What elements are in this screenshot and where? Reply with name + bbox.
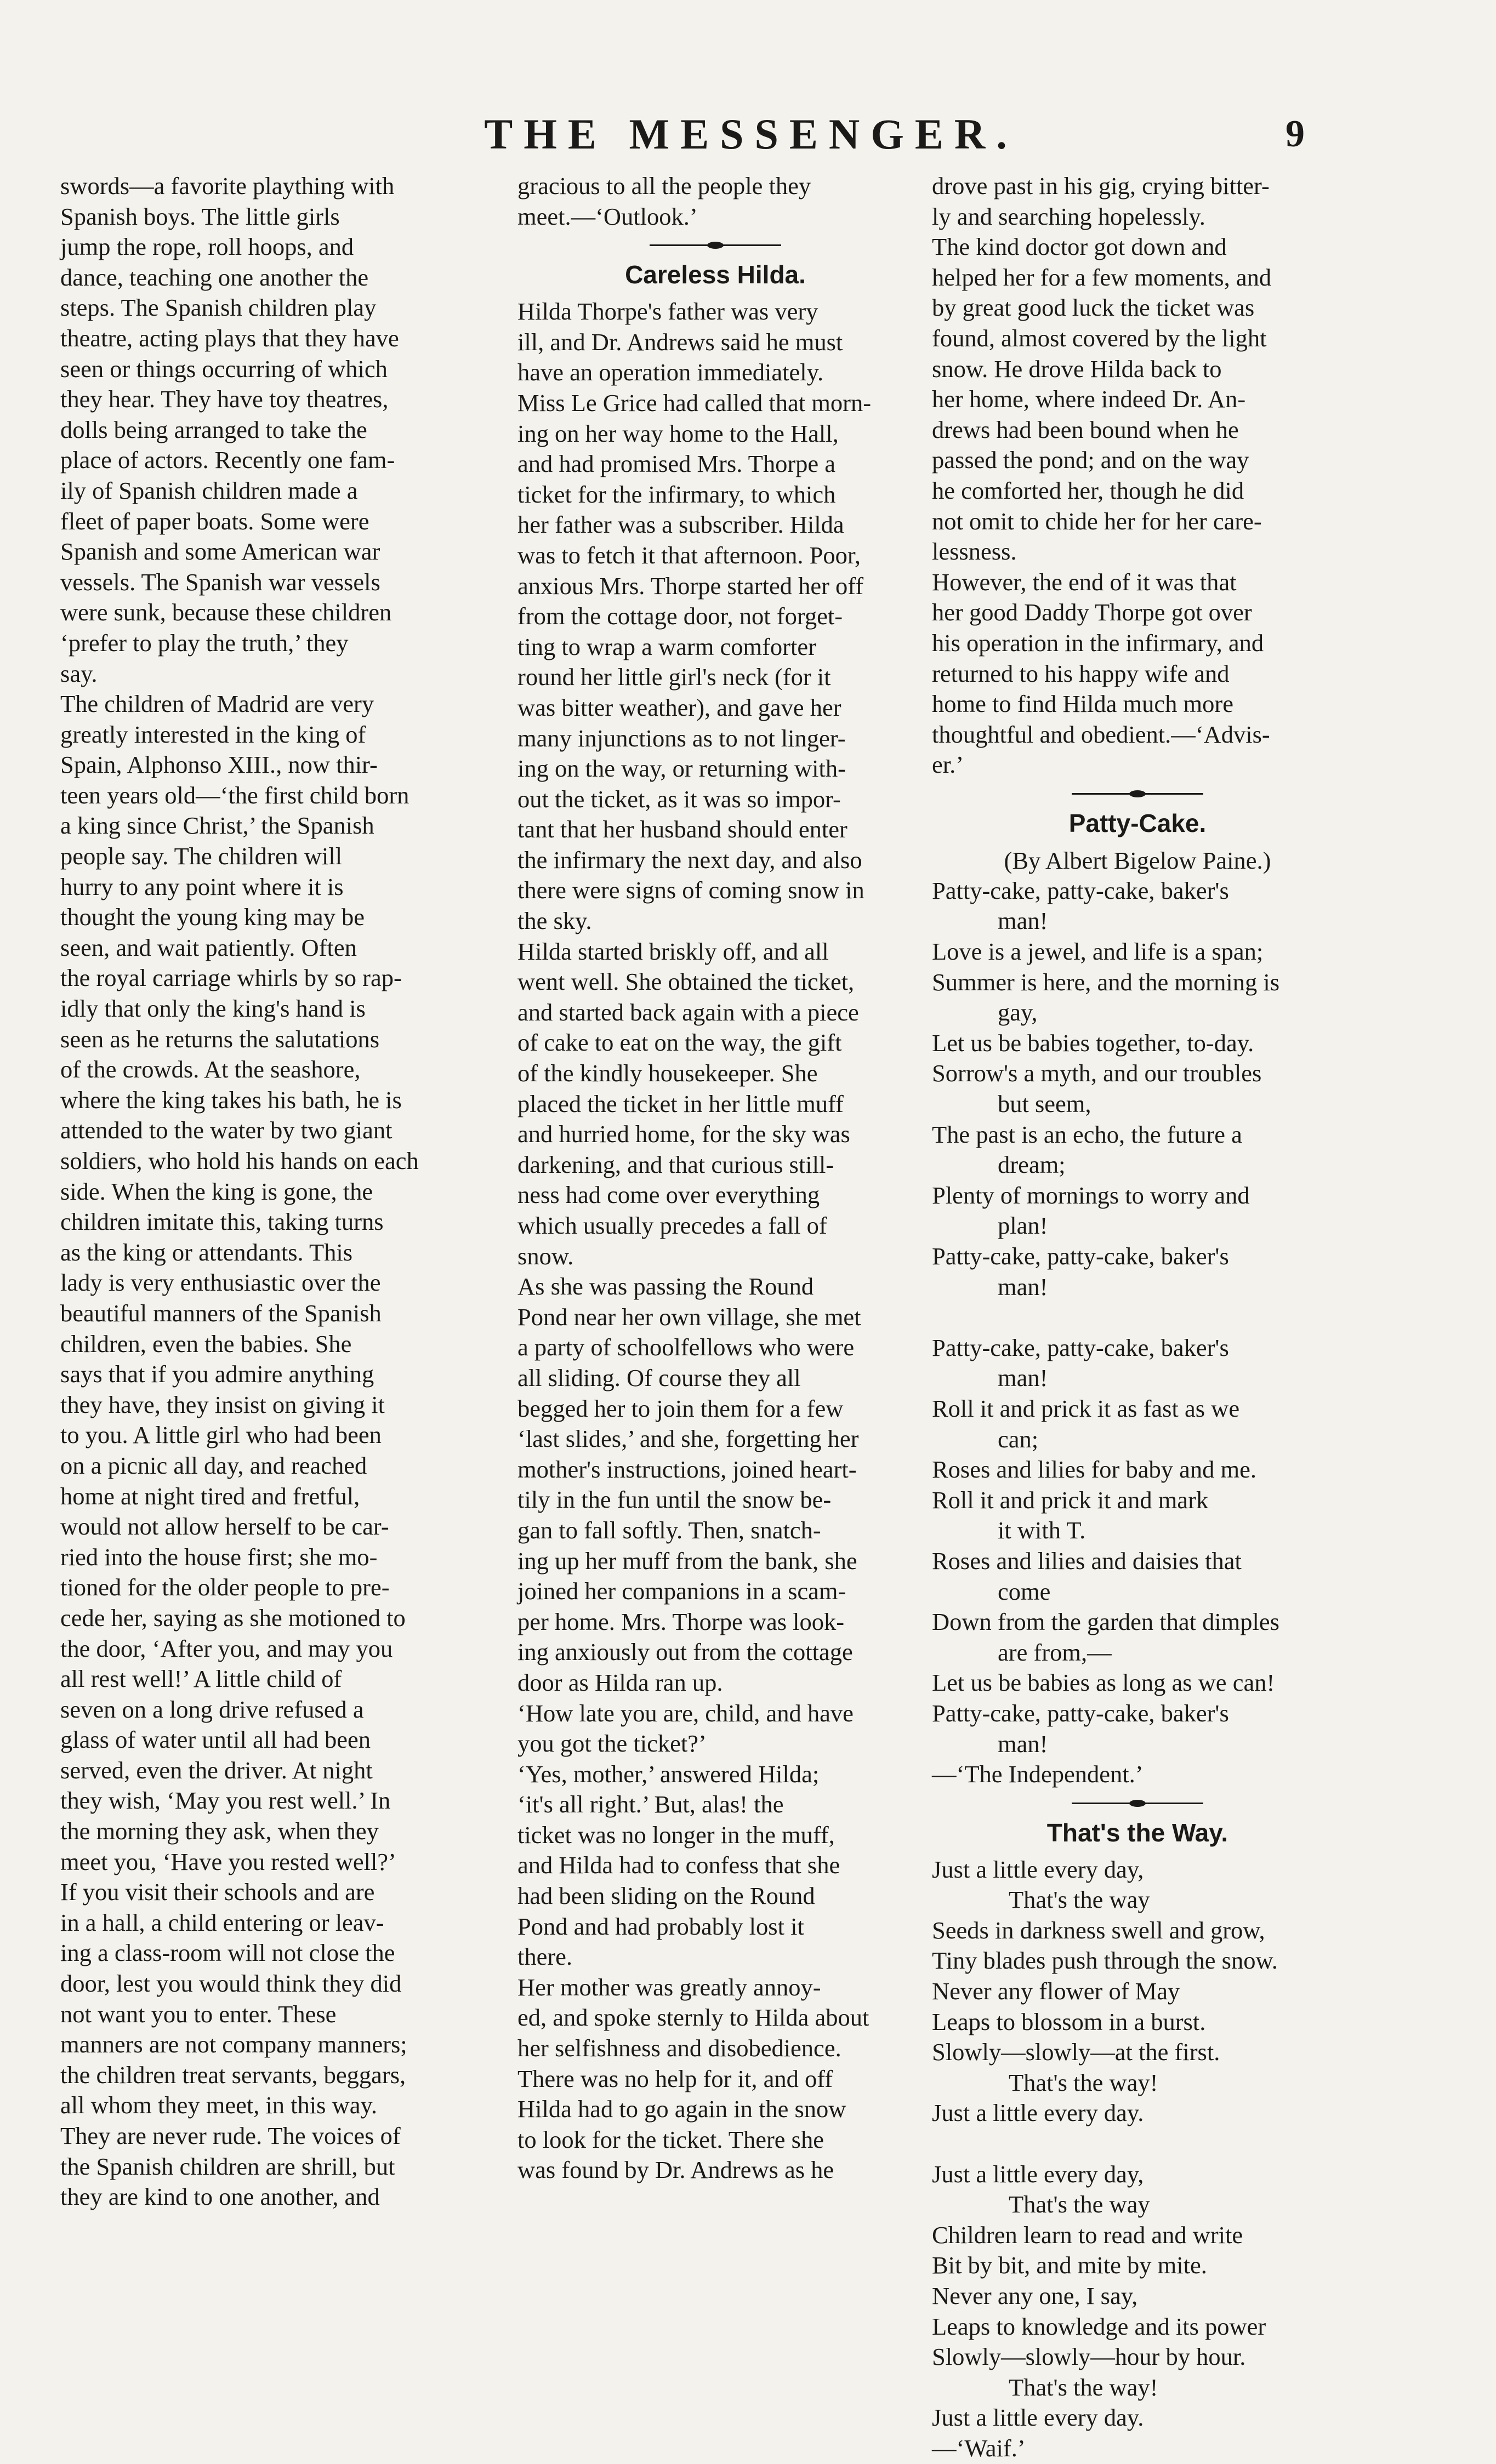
text-line: ticket was no longer in the muff, [517, 1821, 835, 1849]
text-line: Hilda had to go again in the snow [517, 2095, 846, 2123]
text-line: round her little girl's neck (for it [517, 663, 831, 691]
text-line: Hilda started briskly off, and all [517, 937, 829, 965]
text-line: would not allow herself to be car- [60, 1513, 389, 1541]
poem-line: man! [998, 907, 1048, 935]
text-line: ill, and Dr. Andrews said he must [517, 328, 843, 356]
text-line: snow. He drove Hilda back to [932, 355, 1222, 383]
text-line: door as Hilda ran up. [517, 1668, 723, 1696]
poem-line: Just a little every day, [932, 1855, 1144, 1883]
paragraph [517, 1972, 913, 2186]
poem-line: can; [998, 1425, 1039, 1453]
paragraph [932, 567, 1343, 780]
text-line: her home, where indeed Dr. An- [932, 385, 1246, 413]
column-3 [932, 171, 1343, 2464]
poem-line: Just a little every day, [932, 2160, 1144, 2188]
poem-line: Sorrow's a myth, and our troubles [932, 1059, 1262, 1087]
poem-line: Patty-cake, patty-cake, baker's [932, 876, 1229, 904]
text-line: meet.—‘Outlook.’ [517, 202, 698, 230]
text-line: drews had been bound when he [932, 415, 1239, 443]
text-line: Spanish and some American war [60, 538, 380, 566]
text-line: ly and searching hopelessly. [932, 202, 1205, 230]
text-line: cede her, saying as she motioned to [60, 1604, 406, 1632]
text-line: anxious Mrs. Thorpe started her off [517, 572, 864, 600]
text-line: beautiful manners of the Spanish [60, 1299, 382, 1327]
text-line: was found by Dr. Andrews as he [517, 2156, 834, 2184]
poem-line: That's the way [1009, 2191, 1150, 2218]
text-line: tant that her husband should enter [517, 815, 847, 843]
paragraph [517, 1271, 913, 1698]
poem-line: Slowly—slowly—hour by hour. [932, 2343, 1246, 2371]
text-line: was bitter weather), and gave her [517, 693, 841, 721]
text-line: snow. [517, 1242, 574, 1270]
poem-line: are from,— [998, 1638, 1112, 1666]
text-line: not omit to chide her for her care- [932, 507, 1262, 535]
text-line: home at night tired and fretful, [60, 1482, 360, 1510]
text-line: per home. Mrs. Thorpe was look- [517, 1607, 845, 1635]
text-line: of cake to eat on the way, the gift [517, 1029, 842, 1057]
text-line: there. [517, 1943, 573, 1971]
text-line: Hilda Thorpe's father was very [517, 298, 818, 326]
text-line: they hear. They have toy theatres, [60, 385, 389, 413]
text-line: his operation in the infirmary, and [932, 629, 1264, 657]
text-line: dance, teaching one another the [60, 263, 369, 291]
text-line: There was no help for it, and off [517, 2064, 833, 2092]
text-line: gan to fall softly. Then, snatch- [517, 1516, 821, 1544]
poem-line: dream; [998, 1151, 1066, 1179]
text-line: they are kind to one another, and [60, 2183, 380, 2211]
poem-line: Let us be babies together, to-day. [932, 1029, 1254, 1057]
poem-line: Slowly—slowly—at the first. [932, 2038, 1220, 2066]
poem-line: Just a little every day. [932, 2099, 1144, 2127]
text-line: by great good luck the ticket was [932, 294, 1255, 322]
text-line: her selfishness and disobedience. [517, 2034, 841, 2062]
text-line: ‘it's all right.’ But, alas! the [517, 1790, 784, 1818]
text-line: greatly interested in the king of [60, 720, 366, 748]
text-line: the royal carriage whirls by so rap- [60, 964, 402, 992]
text-line: passed the pond; and on the way [932, 446, 1249, 474]
text-line: However, the end of it was that [932, 568, 1237, 596]
publication-title: THE MESSENGER. [484, 110, 1018, 158]
poem-line: The past is an echo, the future a [932, 1120, 1242, 1148]
text-line: steps. The Spanish children play [60, 294, 377, 322]
poem-title: Patty-Cake. [1068, 808, 1207, 837]
text-line: the sky. [517, 907, 592, 935]
text-line: not want you to enter. These [60, 2000, 337, 2028]
text-line: tioned for the older people to pre- [60, 1573, 390, 1601]
poem-line: come [998, 1577, 1051, 1605]
text-line: meet you, ‘Have you rested well?’ [60, 1847, 396, 1875]
text-line: and had promised Mrs. Thorpe a [517, 450, 836, 478]
text-line: to look for the ticket. There she [517, 2125, 824, 2153]
text-line: begged her to join them for a few [517, 1394, 844, 1422]
poem-attribution: —‘The Independent.’ [932, 1760, 1144, 1788]
text-line: soldiers, who hold his hands on each [60, 1147, 419, 1174]
text-line: served, even the driver. At night [60, 1756, 373, 1784]
text-line: people say. The children will [60, 842, 343, 870]
page-number: 9 [1285, 113, 1305, 155]
poem-line: Patty-cake, patty-cake, baker's [932, 1333, 1229, 1361]
text-line: lady is very enthusiastic over the [60, 1269, 381, 1297]
poem-line: Summer is here, and the morning is [932, 968, 1280, 996]
paragraph [517, 937, 913, 1272]
paragraph [60, 689, 478, 2212]
text-line: the children treat servants, beggars, [60, 2061, 406, 2089]
poem-title: That's the Way. [1046, 1818, 1228, 1847]
paragraph [932, 232, 1343, 567]
text-line: gracious to all the people they [517, 172, 811, 199]
text-line: The children of Madrid are very [60, 690, 374, 718]
text-line: manners are not company manners; [60, 2030, 407, 2058]
text-line: her father was a subscriber. Hilda [517, 511, 844, 539]
text-line: er.’ [932, 751, 964, 779]
text-line: ried into the house first; she mo- [60, 1543, 378, 1571]
text-line: helped her for a few moments, and [932, 263, 1272, 291]
text-line: Spain, Alphonso XIII., now thir- [60, 751, 378, 779]
text-line: ‘Yes, mother,’ answered Hilda; [517, 1760, 820, 1788]
text-line: says that if you admire anything [60, 1360, 374, 1388]
text-line: placed the ticket in her little muff [517, 1090, 844, 1117]
poem-line: Leaps to knowledge and its power [932, 2312, 1266, 2340]
text-line: hurry to any point where it is [60, 872, 344, 900]
text-line: seven on a long drive refused a [60, 1695, 364, 1723]
text-line: he comforted her, though he did [932, 476, 1244, 504]
text-line: a party of schoolfellows who were [517, 1333, 855, 1361]
poem-line: Love is a jewel, and life is a span; [932, 938, 1264, 966]
text-line: attended to the water by two giant [60, 1116, 393, 1144]
column-1 [60, 171, 478, 2212]
text-line: the infirmary the next day, and also [517, 846, 862, 874]
text-line: of the kindly housekeeper. She [517, 1059, 818, 1087]
text-line: ed, and spoke sternly to Hilda about [517, 2004, 869, 2032]
text-line: If you visit their schools and are [60, 1878, 375, 1906]
text-line: swords—a favorite plaything with [60, 172, 395, 199]
text-line: place of actors. Recently one fam- [60, 446, 395, 474]
section-divider [650, 237, 781, 253]
text-line: was to fetch it that afternoon. Poor, [517, 541, 861, 569]
text-line: As she was passing the Round [517, 1273, 814, 1301]
article-title: Careless Hilda. [625, 260, 806, 289]
text-line: Spanish boys. The little girls [60, 202, 340, 230]
text-line: in a hall, a child entering or leav- [60, 1908, 384, 1936]
poem-line: That's the way [1009, 1886, 1150, 1914]
text-line: Her mother was greatly annoy- [517, 1973, 821, 2001]
text-line: all whom they meet, in this way. [60, 2091, 377, 2119]
text-line: door, lest you would think they did [60, 1970, 402, 1998]
poem-attribution: —‘Waif.’ [932, 2434, 1026, 2462]
poem-line: Roll it and prick it and mark [932, 1486, 1209, 1514]
section-divider [1072, 1795, 1203, 1811]
text-line: a king since Christ,’ the Spanish [60, 812, 374, 840]
text-line: ing on the way, or returning with- [517, 755, 846, 783]
text-line: of the crowds. At the seashore, [60, 1056, 361, 1083]
poem-line: Tiny blades push through the snow. [932, 1947, 1278, 1975]
poem-line: Down from the garden that dimples [932, 1608, 1279, 1636]
text-line: tily in the fun until the snow be- [517, 1486, 832, 1514]
text-line: all sliding. Of course they all [517, 1364, 801, 1391]
text-line: they wish, ‘May you rest well.’ In [60, 1787, 391, 1815]
poem-line: Never any flower of May [932, 1977, 1180, 2005]
text-line: ily of Spanish children made a [60, 476, 358, 504]
text-line: they have, they insist on giving it [60, 1390, 385, 1418]
text-line: idly that only the king's hand is [60, 995, 366, 1023]
text-line: ness had come over everything [517, 1181, 820, 1209]
masthead [0, 104, 1496, 164]
text-line: you got the ticket?’ [517, 1730, 707, 1758]
text-line: They are never rude. The voices of [60, 2122, 401, 2149]
poem-line: Let us be babies as long as we can! [932, 1669, 1275, 1697]
text-line: her good Daddy Thorpe got over [932, 598, 1252, 626]
text-line: to you. A little girl who had been [60, 1421, 382, 1449]
text-line: ‘last slides,’ and she, forgetting her [517, 1425, 859, 1453]
text-line: ‘prefer to play the truth,’ they [60, 629, 349, 657]
poem-line: man! [998, 1273, 1048, 1301]
poem-line: man! [998, 1730, 1048, 1758]
text-line: lessness. [932, 538, 1017, 566]
paragraph [60, 171, 478, 689]
poem-line: Roll it and prick it as fast as we [932, 1394, 1240, 1422]
poem-line [932, 2129, 1343, 2159]
text-line: jump the rope, roll hoops, and [60, 233, 354, 261]
text-line: joined her companions in a scam- [517, 1577, 846, 1605]
poem-line: Just a little every day. [932, 2404, 1144, 2432]
poem-line: Never any one, I say, [932, 2282, 1138, 2309]
text-line: where the king takes his bath, he is [60, 1086, 402, 1114]
poem-line: Patty-cake, patty-cake, baker's [932, 1242, 1229, 1270]
text-line: dolls being arranged to take the [60, 415, 367, 443]
text-line: were sunk, because these children [60, 598, 392, 626]
text-line: thought the young king may be [60, 903, 365, 931]
text-line: darkening, and that curious still- [517, 1150, 834, 1178]
poem-line: That's the way! [1009, 2373, 1158, 2401]
text-line: ing a class-room will not close the [60, 1939, 395, 1967]
text-line: ticket for the infirmary, to which [517, 480, 836, 508]
text-line: theatre, acting plays that they have [60, 324, 399, 352]
text-line: all rest well!’ A little child of [60, 1665, 342, 1693]
text-line: the door, ‘After you, and may you [60, 1634, 393, 1662]
text-line: as the king or attendants. This [60, 1238, 353, 1266]
text-line: many injunctions as to not linger- [517, 724, 846, 752]
poem-line: Seeds in darkness swell and grow, [932, 1916, 1265, 1944]
text-line: out the ticket, as it was so impor- [517, 785, 841, 813]
poem-line: Bit by bit, and mite by mite. [932, 2251, 1207, 2279]
text-line: which usually precedes a fall of [517, 1212, 827, 1239]
poem-line: Roses and lilies for baby and me. [932, 1456, 1256, 1484]
text-line: and Hilda had to confess that she [517, 1851, 840, 1879]
text-line: fleet of paper boats. Some were [60, 507, 369, 535]
poem-line: plan! [998, 1212, 1048, 1240]
text-line: Miss Le Grice had called that morn- [517, 389, 872, 417]
text-line: have an operation immediately. [517, 358, 824, 386]
text-line: drove past in his gig, crying bitter- [932, 172, 1270, 199]
text-line: children imitate this, taking turns [60, 1208, 384, 1236]
poem-line: it with T. [998, 1516, 1086, 1544]
poem-byline: (By Albert Bigelow Paine.) [1004, 846, 1271, 874]
text-line: home to find Hilda much more [932, 690, 1233, 718]
text-line: went well. She obtained the ticket, [517, 968, 855, 996]
column-2 [517, 171, 913, 2186]
text-line: vessels. The Spanish war vessels [60, 568, 380, 596]
text-line: mother's instructions, joined heart- [517, 1455, 857, 1483]
text-line: seen or things occurring of which [60, 355, 388, 383]
text-line: found, almost covered by the light [932, 324, 1267, 352]
paragraph [517, 296, 913, 936]
poem-line: gay, [998, 999, 1038, 1026]
paragraph [517, 1759, 913, 1972]
text-line: from the cottage door, not forget- [517, 602, 843, 630]
text-line: glass of water until all had been [60, 1726, 371, 1754]
poem-line: but seem, [998, 1090, 1091, 1118]
text-line: The kind doctor got down and [932, 233, 1227, 261]
text-line: the Spanish children are shrill, but [60, 2152, 395, 2180]
text-line: Pond near her own village, she met [517, 1303, 861, 1331]
text-line: on a picnic all day, and reached [60, 1451, 367, 1479]
poem-line: man! [998, 1364, 1048, 1392]
paragraph [517, 171, 913, 232]
poem-line: Leaps to blossom in a burst. [932, 2007, 1206, 2035]
text-line: ‘How late you are, child, and have [517, 1699, 854, 1727]
poem-line: Plenty of mornings to worry and [932, 1181, 1250, 1209]
text-line: seen as he returns the salutations [60, 1025, 380, 1053]
text-line: say. [60, 659, 98, 687]
text-line: Pond and had probably lost it [517, 1912, 804, 1940]
text-line: ting to wrap a warm comforter [517, 632, 816, 660]
poem-line: That's the way! [1009, 2068, 1158, 2096]
text-line: ing on her way home to the Hall, [517, 419, 839, 447]
poem-line: Roses and lilies and daisies that [932, 1547, 1242, 1575]
text-line: returned to his happy wife and [932, 659, 1230, 687]
text-line: and started back again with a piece [517, 998, 859, 1026]
text-line: children, even the babies. She [60, 1330, 352, 1358]
text-line: seen, and wait patiently. Often [60, 933, 357, 961]
text-line: there were signs of coming snow in [517, 876, 864, 904]
text-line: the morning they ask, when they [60, 1817, 379, 1845]
text-line: ing up her muff from the bank, she [517, 1547, 857, 1575]
text-line: teen years old—‘the first child born [60, 781, 409, 809]
paragraph [932, 171, 1343, 232]
poem-line: Patty-cake, patty-cake, baker's [932, 1699, 1229, 1727]
text-line: side. When the king is gone, the [60, 1177, 373, 1205]
poem-line [932, 1302, 1343, 1333]
poem-line: Children learn to read and write [932, 2221, 1243, 2249]
text-line: and hurried home, for the sky was [517, 1120, 850, 1148]
section-divider [1072, 786, 1203, 801]
text-line: ing anxiously out from the cottage [517, 1638, 853, 1666]
text-line: had been sliding on the Round [517, 1882, 815, 1910]
paragraph [517, 1698, 913, 1759]
text-line: thoughtful and obedient.—‘Advis- [932, 720, 1270, 748]
